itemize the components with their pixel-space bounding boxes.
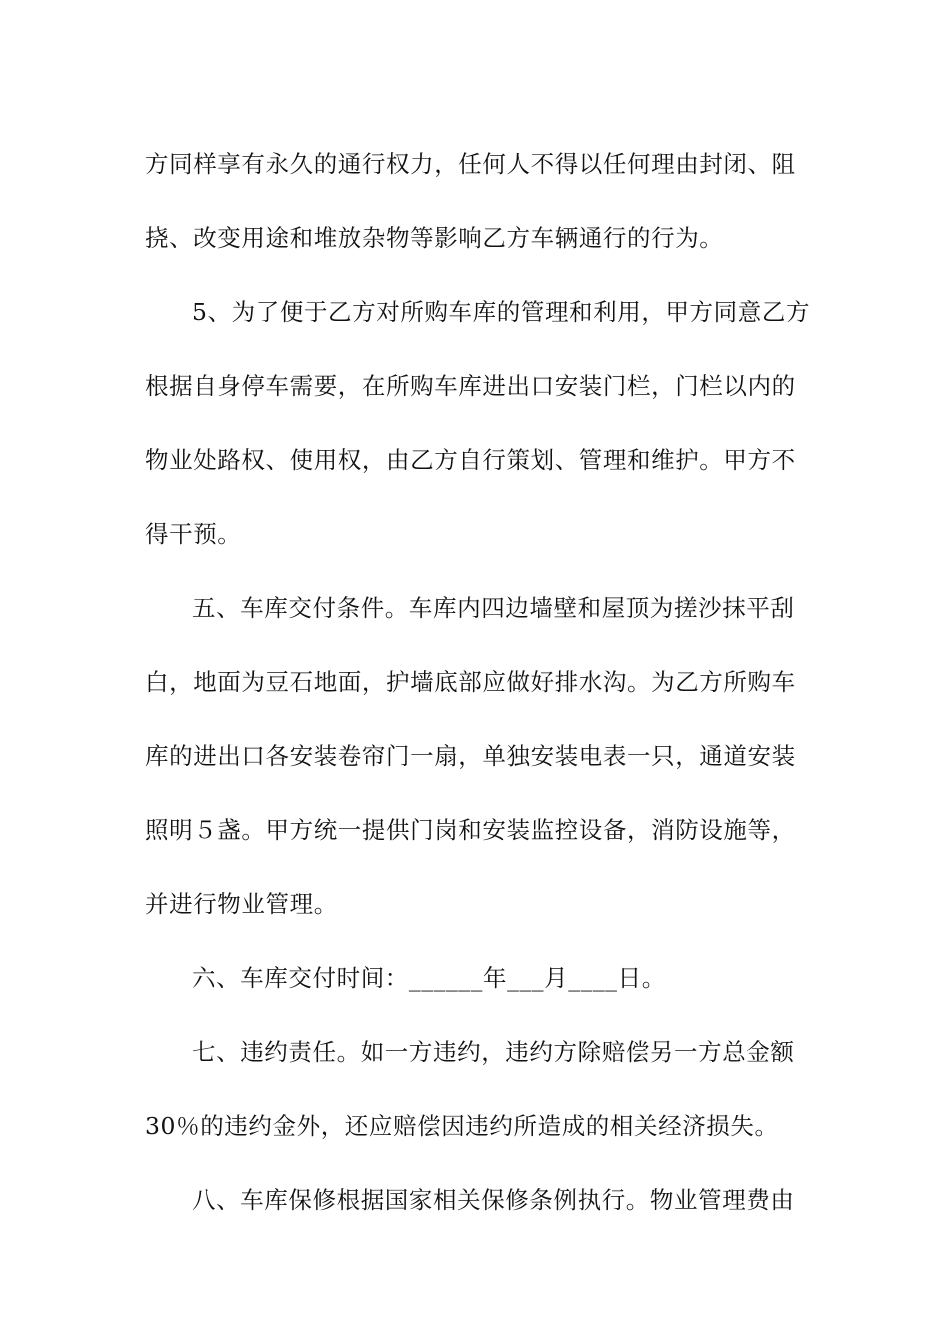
clause-six-line: 六、车库交付时间：______年___月____日。 [192, 964, 666, 992]
clause-seven-line: 七、违约责任。如一方违约，违约方除赔偿另一方总金额 [192, 1038, 795, 1066]
clause-five-line: 五、车库交付条件。车库内四边墙壁和屋顶为搓沙抹平刮 [192, 594, 795, 622]
text-line: 库的进出口各安装卷帘门一扇，单独安装电表一只，通道安装 [145, 742, 796, 770]
clause-5-line: 5、为了便于乙方对所购车库的管理和利用，甲方同意乙方 [192, 298, 811, 326]
text-line: 根据自身停车需要，在所购车库进出口安装门栏，门栏以内的 [145, 372, 796, 400]
text-line: 物业处路权、使用权，由乙方自行策划、管理和维护。甲方不 [145, 446, 796, 474]
text-line: 挠、改变用途和堆放杂物等影响乙方车辆通行的行为。 [145, 224, 724, 252]
text-line: 并进行物业管理。 [145, 890, 338, 918]
text-line: 照明５盏。甲方统一提供门岗和安装监控设备，消防设施等， [145, 816, 796, 844]
clause-eight-line: 八、车库保修根据国家相关保修条例执行。物业管理费由 [192, 1186, 795, 1214]
contract-text [145, 127, 810, 1237]
text-line: 得干预。 [145, 520, 242, 548]
text-line: 白，地面为豆石地面，护墙底部应做好排水沟。为乙方所购车 [145, 668, 796, 696]
text-line: 30％的违约金外，还应赔偿因违约所造成的相关经济损失。 [145, 1112, 779, 1140]
text-line: 方同样享有永久的通行权力，任何人不得以任何理由封闭、阻 [145, 150, 796, 178]
